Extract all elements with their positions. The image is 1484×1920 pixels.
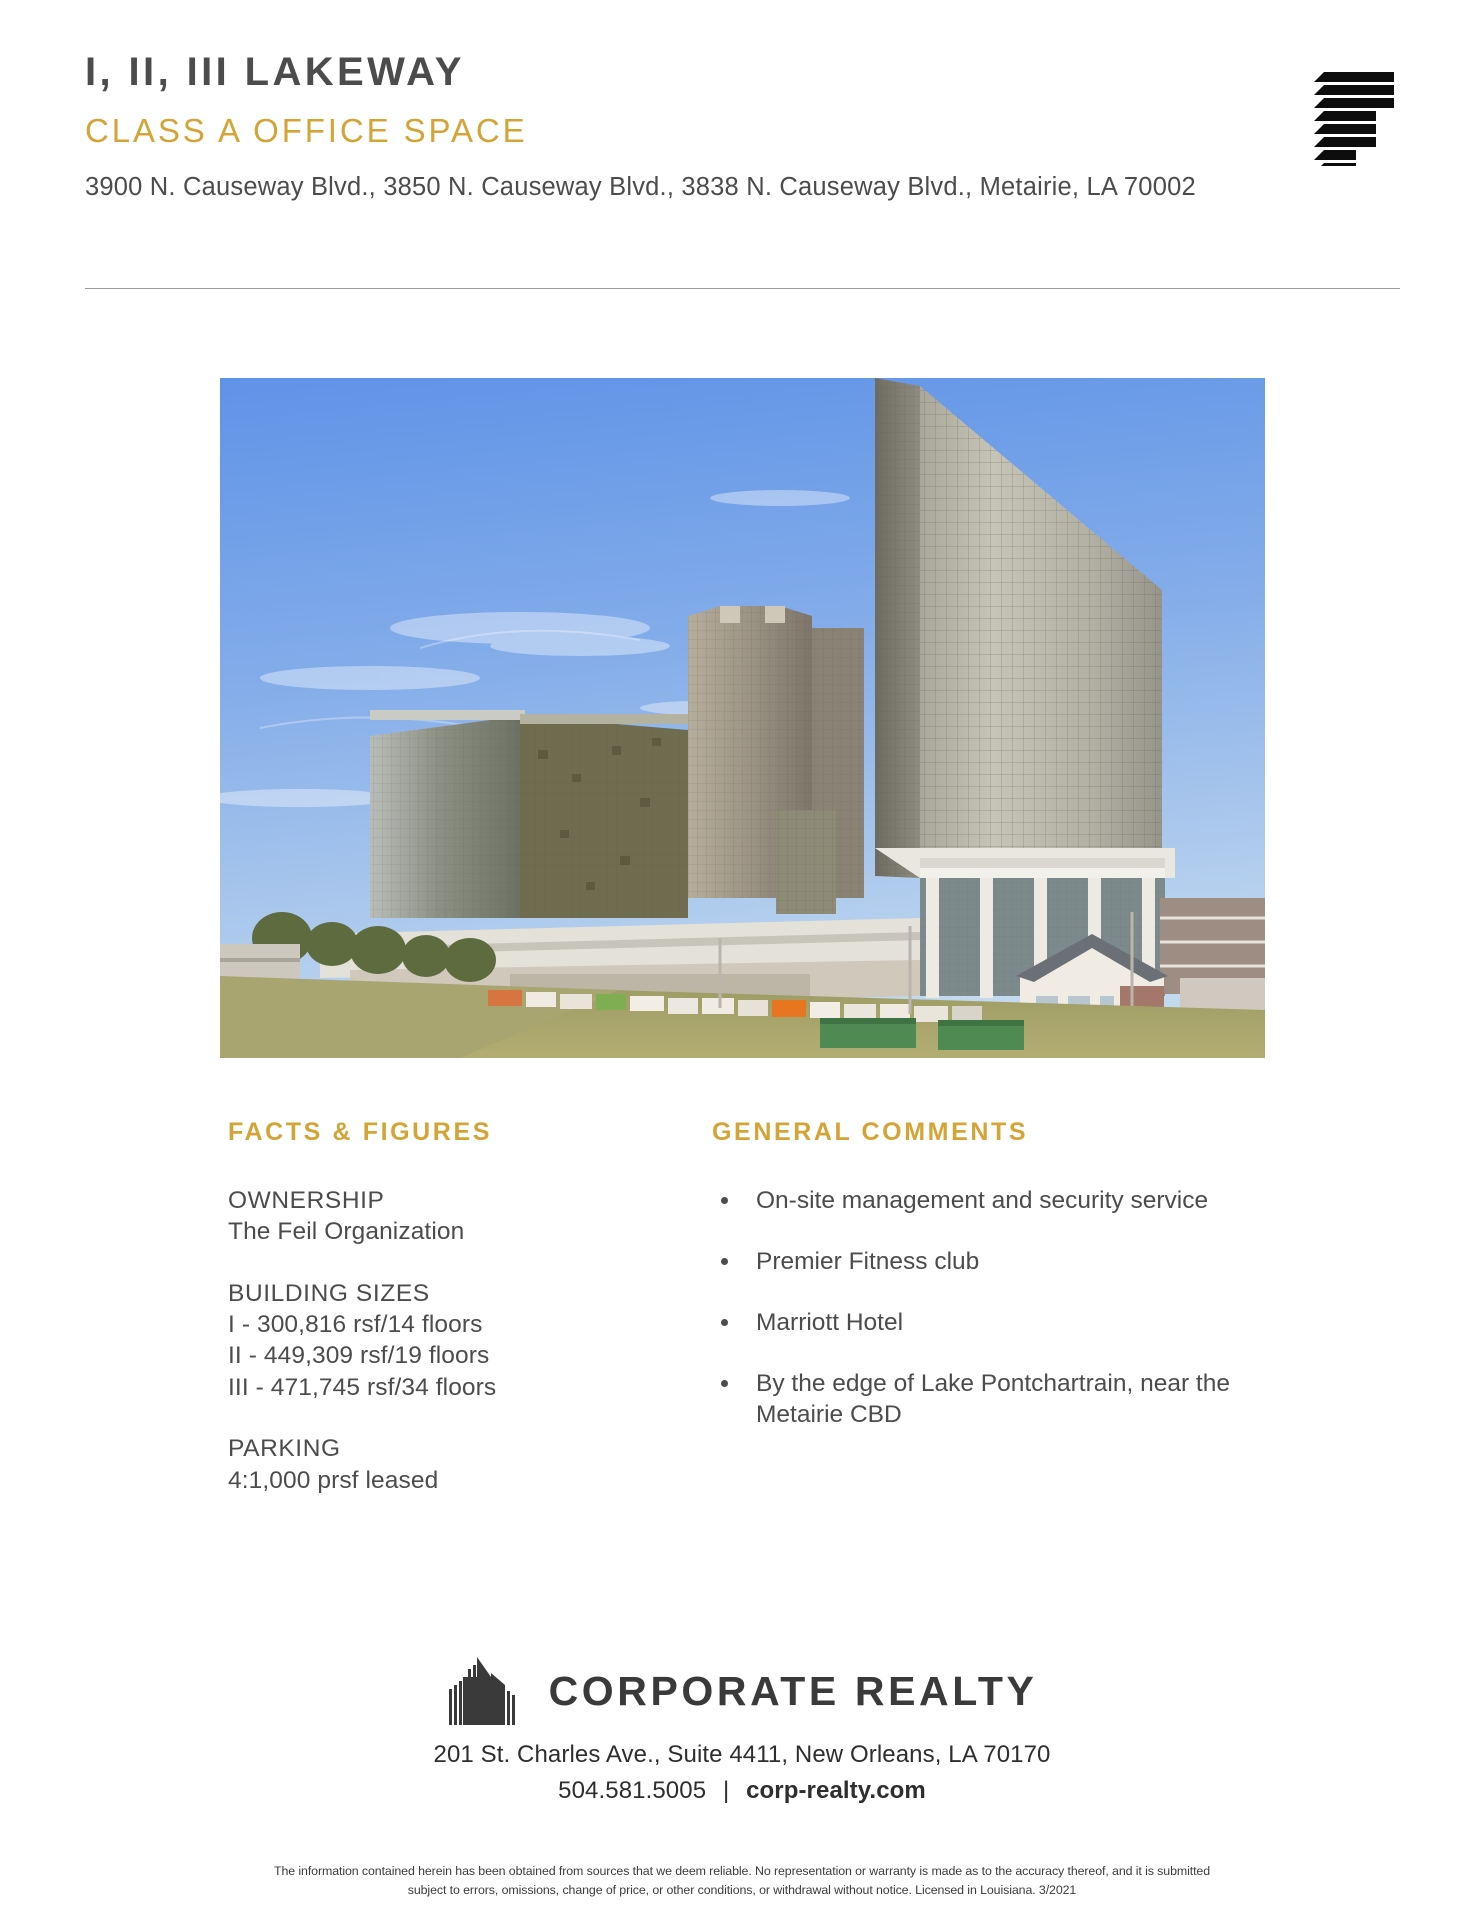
legal-disclaimer [0,1862,1484,1900]
header-divider [85,288,1400,289]
property-address: 3900 N. Causeway Blvd., 3850 N. Causeway Blvd., 3838 N. Causeway Blvd., Metairie, LA 70002 [85,173,1196,201]
feil-f-logo-icon [1304,66,1400,166]
fact-group-building-sizes [228,1278,658,1403]
bullet-icon [721,1197,728,1204]
fact-value: III - 471,745 rsf/34 floors [228,1373,497,1401]
list-item [712,1185,1242,1217]
contact-separator: | [722,1777,730,1804]
fact-label: OWNERSHIP [228,1187,385,1214]
general-comments-section [712,1118,1242,1431]
comments-list [712,1185,1242,1431]
fact-label: BUILDING SIZES [228,1279,430,1307]
list-item-label: Premier Fitness club [756,1247,980,1275]
phone-number[interactable]: 504.581.5005 [558,1777,707,1804]
facts-and-figures-section [228,1118,658,1496]
property-photo [220,378,1265,1058]
comments-heading: GENERAL COMMENTS [712,1118,1029,1146]
list-item [712,1246,1242,1278]
list-item-label: Marriott Hotel [756,1308,904,1336]
website-link[interactable]: corp-realty.com [746,1777,926,1804]
fact-group-parking [228,1433,658,1496]
title-block [85,52,1400,201]
fact-group-ownership [228,1185,658,1248]
list-item-label: On-site management and security service [756,1187,1209,1214]
disclaimer-line-1: The information contained herein has been obtained from sources that we deem reliable. No representation or warranty is made as to the accuracy thereof, and it is submitted [273,1864,1211,1878]
footer-address: 201 St. Charles Ave., Suite 4411, New Orleans, LA 70170 [433,1741,1051,1768]
corporate-realty-skyline-icon [447,1655,521,1727]
fact-value: II - 449,309 rsf/19 floors [228,1342,490,1370]
page-title: I, II, III LAKEWAY [85,50,465,94]
page-subtitle: CLASS A OFFICE SPACE [85,112,528,149]
disclaimer-line-2: subject to errors, omissions, change of price, or other conditions, or withdrawal without notice. Licensed in Louisiana. 3/2021 [407,1883,1077,1898]
footer-contact [0,1777,1484,1805]
fact-value: The Feil Organization [228,1218,465,1246]
company-name: CORPORATE REALTY [548,1667,1038,1714]
footer-brand [0,1655,1484,1727]
bullet-icon [721,1258,728,1265]
fact-value: I - 300,816 rsf/14 floors [228,1311,483,1339]
header [85,52,1400,201]
list-item [712,1368,1242,1432]
facts-heading: FACTS & FIGURES [228,1118,493,1146]
fact-label: PARKING [228,1435,341,1463]
list-item [712,1307,1242,1339]
list-item-label: By the edge of Lake Pontchartrain, near the Metairie CBD [756,1369,1230,1429]
bullet-icon [721,1380,728,1387]
bullet-icon [721,1319,728,1326]
fact-value: 4:1,000 prsf leased [228,1466,439,1494]
footer [0,1655,1484,1805]
